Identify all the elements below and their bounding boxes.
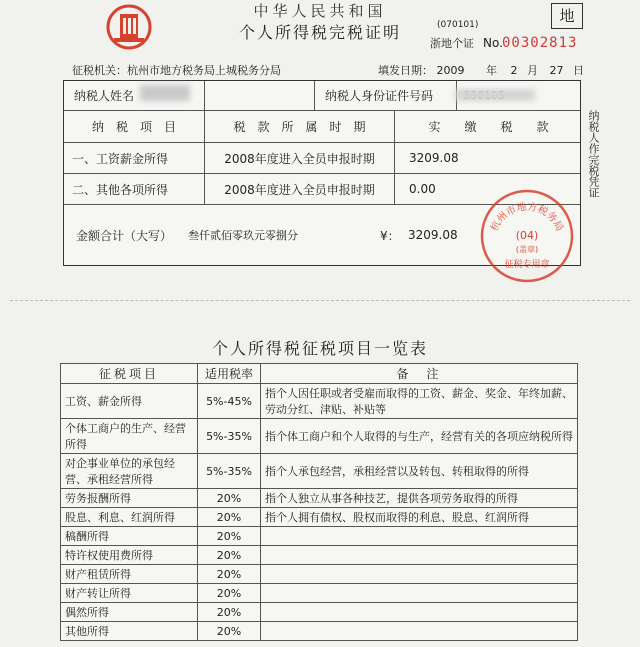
- row-note: 指个人承包经营，承租经营以及转包、转租取得的所得: [261, 454, 578, 489]
- table-row: [61, 454, 578, 489]
- month-label: 月: [527, 64, 538, 77]
- row-rate: 20%: [198, 546, 261, 565]
- table-row: [61, 489, 578, 508]
- row-rate: 20%: [198, 584, 261, 603]
- row-item: 个体工商户的生产、经营所得: [61, 419, 198, 454]
- table-header-row: [61, 364, 578, 384]
- table-row: [61, 546, 578, 565]
- row-item: 工资、薪金所得: [61, 384, 198, 419]
- table-row: [61, 527, 578, 546]
- form-code: (070101): [437, 20, 479, 30]
- row-item: 稿酬所得: [61, 527, 198, 546]
- serial-number: 00302813: [502, 35, 578, 51]
- id-label: 纳税人身份证件号码: [314, 81, 456, 110]
- cert-row: [64, 143, 580, 174]
- cert-row-item: 一、工资薪金所得: [72, 151, 169, 166]
- table-row: [61, 384, 578, 419]
- row-note: [261, 603, 578, 622]
- taxpayer-name-label: 纳税人姓名: [74, 89, 135, 103]
- row-item: 财产租赁所得: [61, 565, 198, 584]
- row-rate: 5%-45%: [198, 384, 261, 419]
- row-note: 指个人因任职或者受雇而取得的工资、薪金、奖金、年终加薪、劳动分红、津贴、补贴等: [261, 384, 578, 419]
- seal-bottom: 征税专用章: [504, 260, 550, 270]
- tax-authority: [72, 62, 281, 78]
- row-item: 偶然所得: [61, 603, 198, 622]
- fill-day: 27: [549, 64, 564, 77]
- total-label: 金额合计（大写）: [76, 228, 173, 243]
- total-value: 3209.08: [408, 228, 458, 242]
- total-words: 叁仟贰佰零玖元零捌分: [188, 229, 298, 242]
- zhe-code: 浙地个证: [430, 37, 474, 50]
- authority-label: 征税机关：: [72, 64, 127, 77]
- taxpayer-name-value: [204, 81, 314, 110]
- row-note: [261, 565, 578, 584]
- total-symbol: ¥：: [380, 228, 400, 243]
- fill-date-label: 填发日期：: [378, 64, 433, 77]
- tax-emblem-logo: [100, 4, 158, 50]
- header-item: 征税项目: [61, 364, 198, 384]
- row-rate: 20%: [198, 622, 261, 641]
- row-rate: 20%: [198, 565, 261, 584]
- header-note: 备 注: [261, 364, 578, 384]
- row-rate: 20%: [198, 508, 261, 527]
- seal-code: (04): [515, 229, 539, 242]
- redacted-id: [455, 89, 535, 101]
- serial-prefix: No.: [483, 36, 503, 50]
- table-row: [61, 622, 578, 641]
- table-row: [61, 565, 578, 584]
- cert-row-period: 2008年度进入全员申报时期: [204, 174, 394, 204]
- col-amount-header: 实 缴 税 款: [394, 111, 582, 142]
- tax-items-table: [60, 363, 578, 641]
- document-title: 个人所得税完税证明: [238, 23, 401, 42]
- redacted-name: [140, 85, 190, 101]
- seal-top-text: 杭州市地方税务局: [489, 201, 565, 234]
- day-label: 日: [573, 64, 584, 77]
- tear-line: [10, 300, 630, 301]
- col-item-header: 纳 税 项 目: [91, 120, 176, 134]
- cert-row-item: 二、其他各项所得: [72, 182, 169, 197]
- row-item: 劳务报酬所得: [61, 489, 198, 508]
- header-rate: 适用税率: [198, 364, 261, 384]
- row-note: 指个人拥有债权、股权而取得的利息、股息、红润所得: [261, 508, 578, 527]
- row-item: 对企事业单位的承包经营、承租经营所得: [61, 454, 198, 489]
- row-item: 其他所得: [61, 622, 198, 641]
- country-header: 中华人民共和国: [253, 2, 387, 20]
- row-item: 股息、利息、红润所得: [61, 508, 198, 527]
- table-row: [61, 419, 578, 454]
- side-note: 纳税人作完税凭证: [587, 110, 600, 198]
- table-row: [61, 603, 578, 622]
- table-row: [61, 508, 578, 527]
- fill-date: [378, 62, 584, 78]
- cert-row-amount: 0.00: [394, 174, 582, 204]
- list-title: 个人所得税征税项目一览表: [211, 339, 428, 358]
- authority-value: 杭州市地方税务局上城税务分局: [127, 64, 281, 77]
- row-note: [261, 584, 578, 603]
- row-note: 指个人独立从事各种技艺，提供各项劳务取得的所得: [261, 489, 578, 508]
- row-item: 特许权使用费所得: [61, 546, 198, 565]
- table-row: [61, 584, 578, 603]
- row-rate: 20%: [198, 489, 261, 508]
- row-note: [261, 622, 578, 641]
- row-rate: 20%: [198, 603, 261, 622]
- col-period-header: 税 款 所 属 时 期: [204, 111, 394, 142]
- fill-year: 2009: [436, 64, 465, 77]
- year-label: 年: [486, 64, 497, 77]
- cert-row-period: 2008年度进入全员申报时期: [204, 143, 394, 173]
- row-rate: 5%-35%: [198, 419, 261, 454]
- row-note: 指个体工商户和个人取得的与生产，经营有关的各项应纳税所得: [261, 419, 578, 454]
- fill-month: 2: [510, 64, 518, 77]
- row-note: [261, 546, 578, 565]
- cert-row-amount: 3209.08: [394, 143, 582, 173]
- row-rate: 5%-35%: [198, 454, 261, 489]
- region-box: 地: [551, 3, 583, 29]
- seal-middle: (盖章): [515, 245, 539, 254]
- column-header-row: [64, 111, 580, 143]
- row-rate: 20%: [198, 527, 261, 546]
- row-item: 财产转让所得: [61, 584, 198, 603]
- row-note: [261, 527, 578, 546]
- official-seal: [478, 187, 576, 285]
